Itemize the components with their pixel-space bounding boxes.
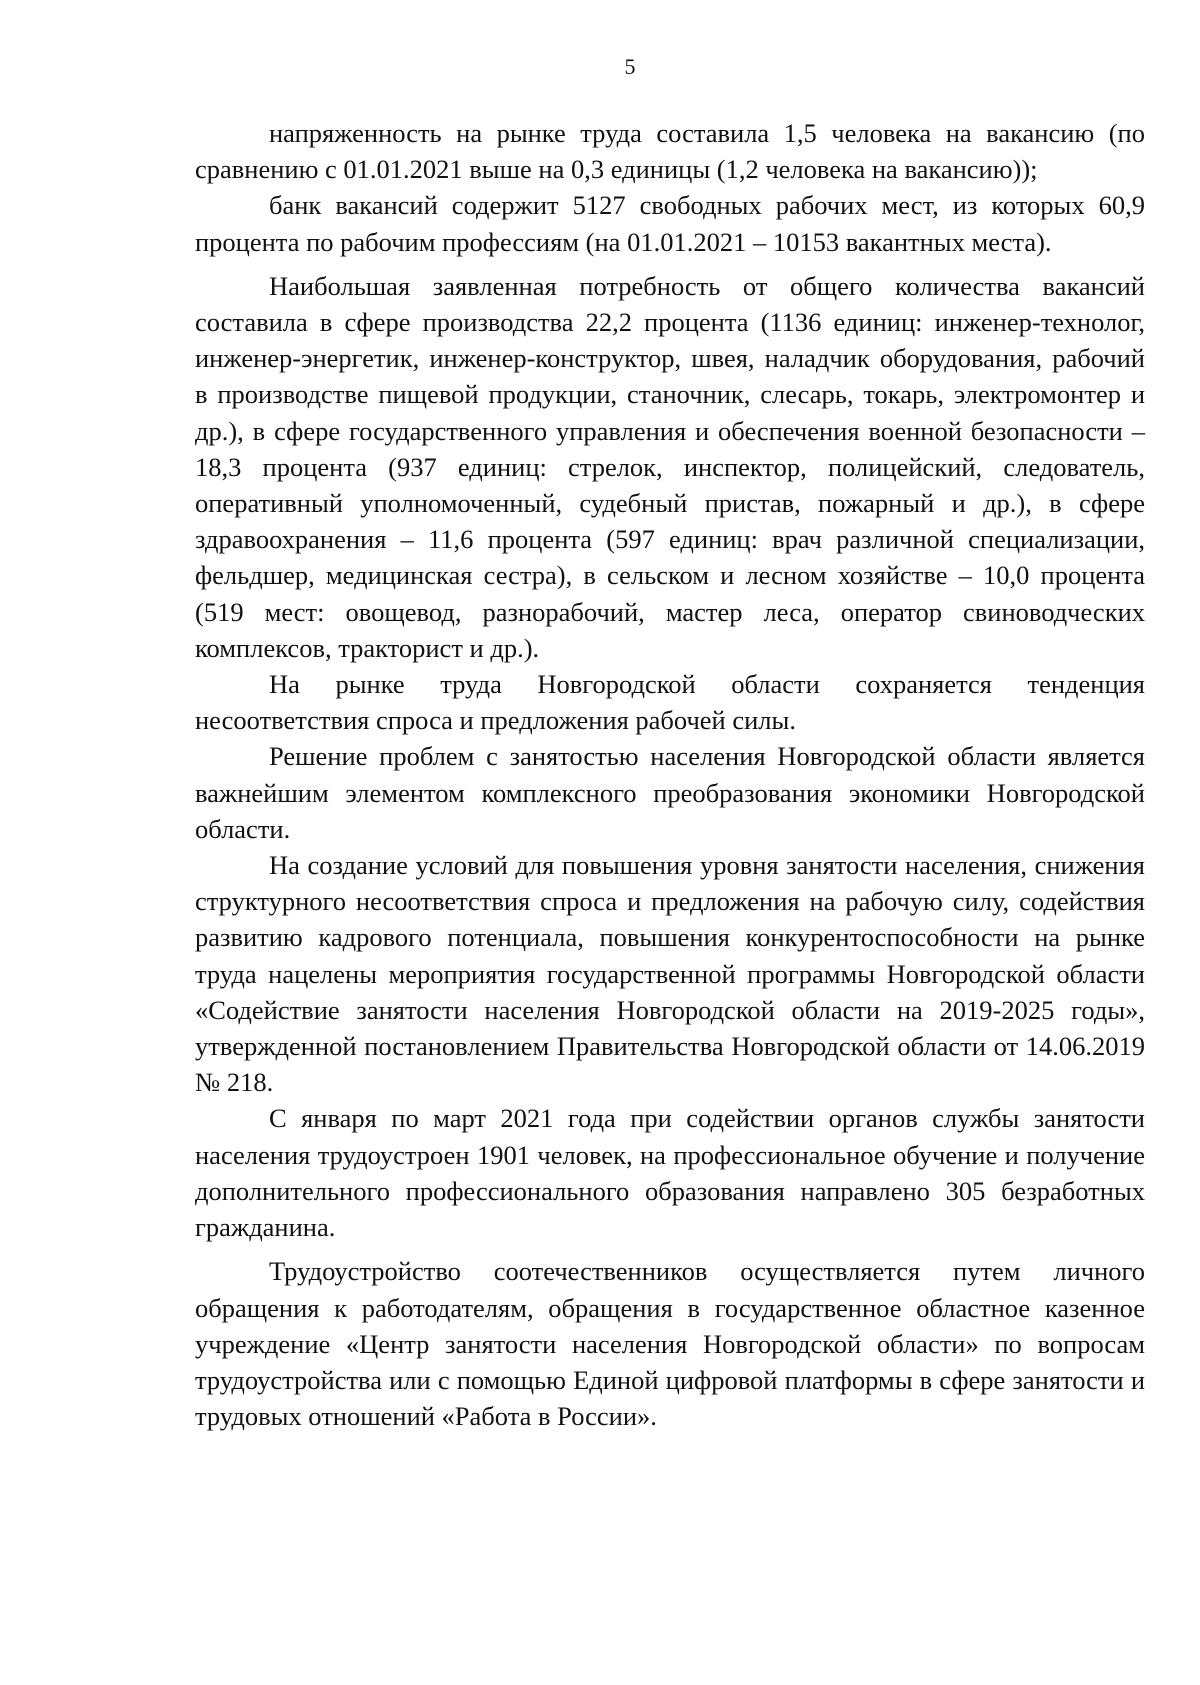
paragraph-labor-tension: напряженность на рынке труда составила 1,5 человека на вакансию (по сравнению с 01.01.2021 выше на 0,3 единицы (1,2 человека на вакансию)); <box>195 118 1145 185</box>
page-number: 5 <box>624 54 636 79</box>
paragraph-employment-solution: Решение проблем с занятостью населения Новгородской области является важнейшим элементом комплексного преобразования экономики Новгородской области. <box>195 741 1145 844</box>
paragraph-vacancy-bank: банк вакансий содержит 5127 свободных рабочих мест, из которых 60,9 процента по рабочим профессиям (на 01.01.2021 – 10153 вакантных места). <box>195 190 1145 257</box>
paragraph-supply-demand-mismatch: На рынке труда Новгородской области сохраняется тенденция несоответствия спроса и предложения рабочей силы. <box>195 669 1145 736</box>
paragraph-compatriots-employment: Трудоустройство соотечественников осуществляется путем личного обращения к работодателям, обращения в государственное областное казенное учреждение «Центр занятости населения Новгородской области» по вопросам трудоустройства или с помощью Единой цифровой платформы в сфере занятости и трудовых отношений «Работа в России». <box>195 1256 1145 1432</box>
paragraph-employment-results: С января по март 2021 года при содействии органов службы занятости населения трудоустроен 1901 человек, на профессиональное обучение и получение дополнительного профессионального образования направлено 305 безработных гражданина. <box>195 1103 1145 1243</box>
paragraph-demand-by-sector: Наибольшая заявленная потребность от общего количества вакансий составила в сфере производства 22,2 процента (1136 единиц: инженер-технолог, инженер-энергетик, инженер-конструктор, швея, наладчик оборудования, рабочий в производстве пищевой продукции, станочник, слесарь, токарь, электромонтер и др.), в сфере государственного управления и обеспечения военной безопасности – 18,3 процента (937 единиц: стрелок, инспектор, полицейский, следователь, оперативный уполномоченный, судебный пристав, пожарный и др.), в сфере здравоохранения – 11,6 процента (597 единиц: врач различной специализации, фельдшер, медицинская сестра), в сельском и лесном хозяйстве – 10,0 процента (519 мест: овощевод, разнорабочий, мастер леса, оператор свиноводческих комплексов, тракторист и др.). <box>195 270 1145 663</box>
paragraph-state-program: На создание условий для повышения уровня занятости населения, снижения структурного несоответствия спроса и предложения на рабочую силу, содействия развитию кадрового потенциала, повышения конкурентоспособности на рынке труда нацелены мероприятия государственной программы Новгородской области «Содействие занятости населения Новгородской области на 2019-2025 годы», утвержденной постановлением Правительства Новгородской области от 14.06.2019 № 218. <box>195 850 1145 1098</box>
document-body <box>195 115 1145 1434</box>
